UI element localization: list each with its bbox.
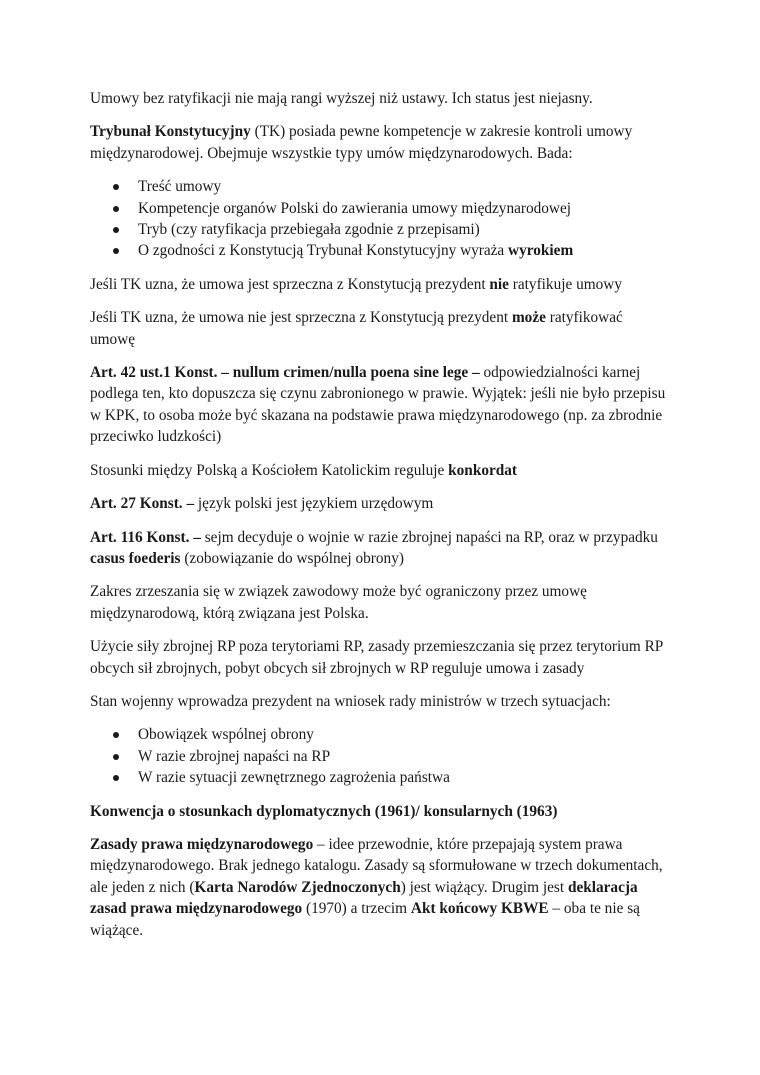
list-tribunal-scope bbox=[90, 176, 670, 262]
paragraph-tk-contrary: Jeśli TK uzna, że umowa jest sprzeczna z Konstytucją prezydent nie ratyfikuje umowy bbox=[90, 275, 622, 293]
paragraph-armed-forces: Użycie siły zbrojnej RP poza terytoriami RP, zasady przemieszczania się przez terytorium RP obcych sił zbrojnych, pobyt obcych sił zbrojnych w RP reguluje umowa i zasady bbox=[90, 638, 663, 677]
bullet-icon bbox=[113, 206, 119, 212]
paragraph-concordat: Stosunki między Polską a Kościołem Katolickim reguluje konkordat bbox=[90, 461, 518, 479]
paragraph-constitutional-tribunal: Trybunał Konstytucyjny (TK) posiada pewne kompetencje w zakresie kontroli umowy międzynarodowej. Obejmuje wszystkie typy umów międzynarodowych. Bada: bbox=[90, 123, 633, 162]
paragraph-principles-of-law: Zasady prawa międzynarodowego – idee przewodnie, które przepajają system prawa międzynarodowego. Brak jednego katalogu. Zasady są sformułowane w trzech dokumentach, ale jeden z nich (Karta Narodów Zjednoczonych) jest wiążący. Drugim jest deklaracja zasad prawa międzynarodowego (1970) a trzecim Akt końcowy KBWE – oba te nie są wiążące. bbox=[90, 835, 663, 939]
list-item: W razie sytuacji zewnętrznego zagrożenia państwa bbox=[138, 767, 670, 788]
bullet-icon bbox=[113, 754, 119, 760]
bullet-icon bbox=[113, 184, 119, 190]
paragraph-art-42: Art. 42 ust.1 Konst. – nullum crimen/nulla poena sine lege – odpowiedzialności karnej podlega ten, kto dopuszcza się czynu zabronionego w prawie. Wyjątek: jeśli nie było przepisu w KPK, to osoba może być skazana na podstawie prawa międzynarodowego (np. za zbrodnie przeciwko ludzkości) bbox=[90, 364, 666, 446]
paragraph-art-116: Art. 116 Konst. – sejm decyduje o wojnie w razie zbrojnej napaści na RP, oraz w przypadku casus foederis (zobowiązanie do wspólnej obrony) bbox=[90, 528, 658, 567]
bullet-icon bbox=[113, 248, 119, 254]
list-item: Treść umowy bbox=[138, 176, 670, 197]
paragraph-tk-not-contrary: Jeśli TK uzna, że umowa nie jest sprzeczna z Konstytucją prezydent może ratyfikować umowę bbox=[90, 309, 623, 348]
bullet-icon bbox=[113, 775, 119, 781]
paragraph-ratification-status: Umowy bez ratyfikacji nie mają rangi wyższej niż ustawy. Ich status jest niejasny. bbox=[90, 90, 593, 107]
term-trybunal: Trybunał Konstytucyjny bbox=[90, 123, 251, 141]
paragraph-vienna-conventions: Konwencja o stosunkach dyplomatycznych (1961)/ konsularnych (1963) bbox=[90, 802, 558, 820]
paragraph-trade-unions: Zakres zrzeszania się w związek zawodowy może być ograniczony przez umowę międzynarodową, którą związana jest Polska. bbox=[90, 583, 587, 622]
list-martial-law-situations bbox=[90, 724, 670, 788]
bullet-icon bbox=[113, 227, 119, 233]
paragraph-martial-law: Stan wojenny wprowadza prezydent na wniosek rady ministrów w trzech sytuacjach: bbox=[90, 692, 611, 710]
list-item: Tryb (czy ratyfikacja przebiegała zgodnie z przepisami) bbox=[138, 219, 670, 240]
bullet-icon bbox=[113, 732, 119, 738]
list-item: Obowiązek wspólnej obrony bbox=[138, 724, 670, 745]
list-item: W razie zbrojnej napaści na RP bbox=[138, 746, 670, 767]
list-item: Kompetencje organów Polski do zawierania umowy międzynarodowej bbox=[138, 198, 670, 219]
paragraph-art-27: Art. 27 Konst. – język polski jest językiem urzędowym bbox=[90, 495, 434, 513]
list-item: O zgodności z Konstytucją Trybunał Konstytucyjny wyraża wyrokiem bbox=[138, 240, 670, 261]
